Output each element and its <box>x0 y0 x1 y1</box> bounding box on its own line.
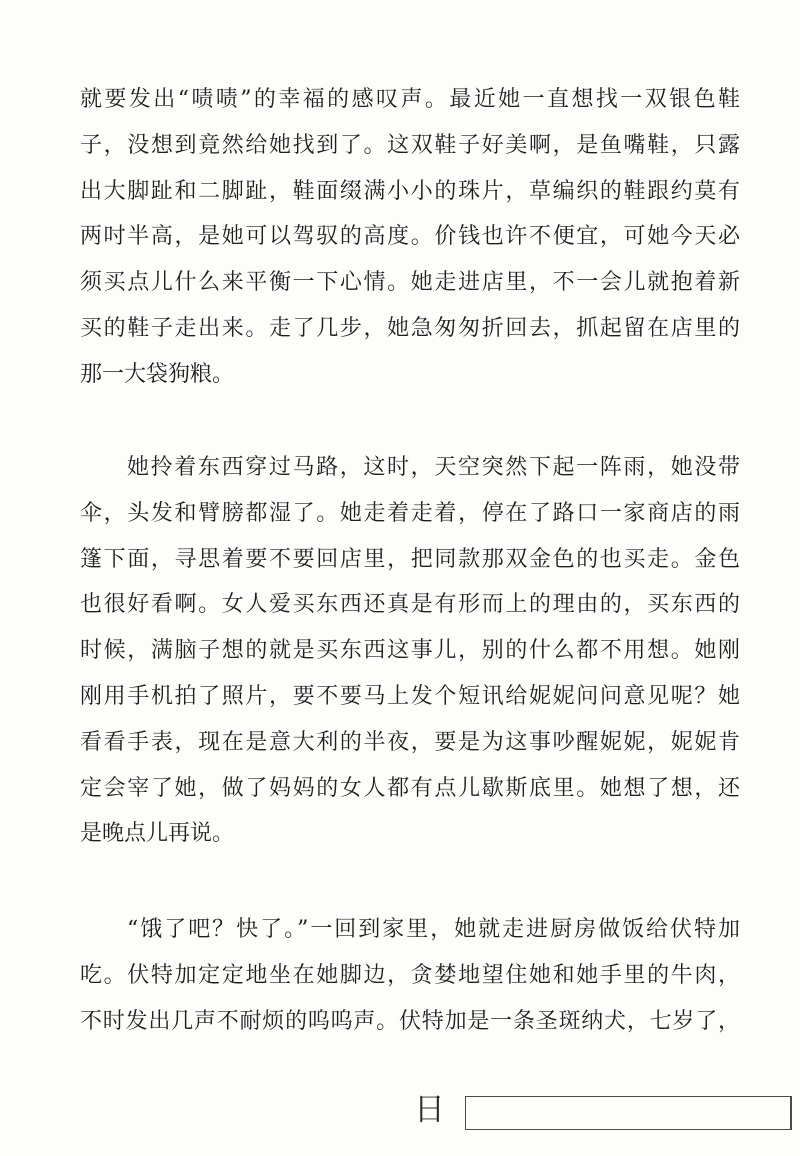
text-line: 篷下面，寻思着要不要回店里，把同款那双金色的也买走。金色 <box>80 546 740 572</box>
text-line: 出大脚趾和二脚趾，鞋面缀满小小的珠片，草编织的鞋跟约莫有 <box>80 178 740 204</box>
text-line: 看看手表，现在是意大利的半夜，要是为这事吵醒妮妮，妮妮肯 <box>80 729 740 755</box>
text-line: 是晚点儿再说。 <box>80 821 235 847</box>
text-line: 就要发出“啧啧”的幸福的感叹声。最近她一直想找一双银色鞋 <box>80 87 740 112</box>
text-line: 她拎着东西穿过马路，这时，天空突然下起一阵雨，她没带 <box>127 455 740 480</box>
text-line: 也很好看啊。女人爱买东西还真是有形而上的理由的，买东西的 <box>80 592 740 618</box>
footer-bar <box>465 1096 792 1130</box>
text-line: 不时发出几声不耐烦的呜呜声。伏特加是一条圣斑纳犬，七岁了， <box>80 1008 740 1034</box>
text-line: 两吋半高，是她可以驾驭的高度。价钱也许不便宜，可她今天必 <box>80 224 740 250</box>
text-line: “饿了吧？快了。”一回到家里，她就走进厨房做饭给伏特加 <box>127 917 740 942</box>
text-line: 买的鞋子走出来。走了几步，她急匆匆折回去，抓起留在店里的 <box>80 315 740 341</box>
text-line: 那一大袋狗粮。 <box>80 361 235 387</box>
text-line: 定会宰了她，做了妈妈的女人都有点儿歇斯底里。她想了想，还 <box>80 775 740 801</box>
text-line: 刚用手机拍了照片，要不要马上发个短讯给妮妮问问意见呢？她 <box>80 683 740 709</box>
text-line: 吃。伏特加定定地坐在她脚边，贪婪地望住她和她手里的牛肉， <box>80 962 740 988</box>
page-number: 日 <box>414 1092 445 1128</box>
paragraph-2 <box>80 445 740 857</box>
text-line: 时候，满脑子想的就是买东西这事儿，别的什么都不用想。她刚 <box>80 638 740 664</box>
paragraph-3 <box>80 907 740 1044</box>
text-line: 须买点儿什么来平衡一下心情。她走进店里，不一会儿就抱着新 <box>80 270 740 296</box>
text-line: 伞，头发和臂膀都湿了。她走着走着，停在了路口一家商店的雨 <box>80 500 740 526</box>
text-line: 子，没想到竟然给她找到了。这双鞋子好美啊，是鱼嘴鞋，只露 <box>80 132 740 158</box>
paragraph-1 <box>80 77 740 398</box>
